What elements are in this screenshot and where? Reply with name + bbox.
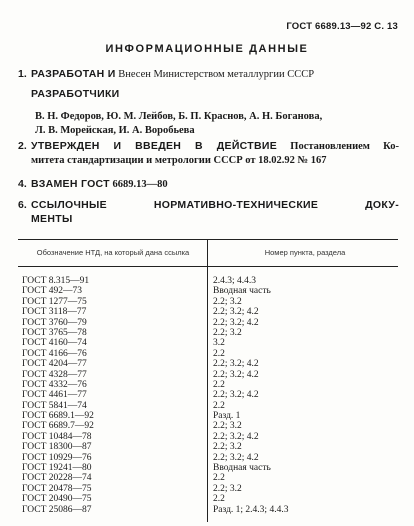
table-cell-clause: 2.2; 3.2; 4.2 <box>213 317 259 328</box>
authors-line: В. Н. Федоров, Ю. М. Лейбов, Б. П. Краснов, А. Н. Боганова, <box>35 111 323 122</box>
section-title: ИНФОРМАЦИОННЫЕ ДАННЫЕ <box>105 43 309 55</box>
item-text: митета стандартизации и метрологии СССР от 18.02.92 № 167 <box>31 155 327 166</box>
table-cell-document: ГОСТ 5841—74 <box>22 400 87 411</box>
table-cell-clause: 2.4.3; 4.4.3 <box>213 276 257 286</box>
table-cell-clause: Разд. 1; 2.4.3; 4.4.3 <box>213 504 289 515</box>
item-heading: УТВЕРЖДЕН И ВВЕДЕН В ДЕЙСТВИЕ <box>31 140 278 152</box>
table-cell-clause: 2.2; 3.2 <box>213 327 242 338</box>
table-cell-document: ГОСТ 8.315—91 <box>22 276 90 286</box>
table-cell-clause: 2.2; 3.2 <box>213 296 242 307</box>
table-cell-document: ГОСТ 19241—80 <box>22 463 92 474</box>
clause-column <box>213 276 397 515</box>
column-divider <box>207 240 208 522</box>
table-cell-document: ГОСТ 10929—76 <box>22 452 92 463</box>
header-divider <box>18 266 398 267</box>
document-column <box>22 276 206 515</box>
table-cell-clause: 2.2 <box>213 473 225 484</box>
table-cell-document: ГОСТ 10484—78 <box>22 431 92 442</box>
table-cell-clause: 2.2; 3.2; 4.2 <box>213 369 259 380</box>
table-cell-clause: 2.2; 3.2; 4.2 <box>213 307 259 318</box>
table-cell-document: ГОСТ 3118—77 <box>22 307 87 318</box>
table-cell-document: ГОСТ 18300—87 <box>22 442 92 453</box>
reference-table <box>18 239 398 522</box>
table-cell-document: ГОСТ 4332—76 <box>22 379 87 390</box>
item-text: 6689.13—80 <box>112 179 168 190</box>
table-cell-clause: 2.2; 3.2; 4.2 <box>213 390 259 401</box>
item-number: 1. <box>18 68 27 80</box>
item-text: Внесен Министерством металлургии СССР <box>118 69 315 80</box>
item-number: 2. <box>18 140 27 152</box>
table-cell-clause: 2.2; 3.2; 4.2 <box>213 431 259 442</box>
table-cell-document: ГОСТ 20490—75 <box>22 494 92 505</box>
table-cell-clause: 2.2; 3.2 <box>213 483 242 494</box>
table-cell-document: ГОСТ 20228—74 <box>22 473 92 484</box>
table-cell-clause: Вводная часть <box>213 286 271 297</box>
table-cell-document: ГОСТ 4461—77 <box>22 390 87 401</box>
table-cell-clause: 2.2; 3.2 <box>213 442 242 453</box>
table-cell-document: ГОСТ 4328—77 <box>22 369 87 380</box>
item-heading: ССЫЛОЧНЫЕ НОРМАТИВНО-ТЕХНИЧЕСКИЕ ДОКУ- <box>31 199 399 211</box>
column-header-clause: Номер пункта, раздела <box>264 248 346 257</box>
item-number: 4. <box>18 178 27 190</box>
table-cell-document: ГОСТ 1277—75 <box>22 296 87 307</box>
table-cell-document: ГОСТ 4204—77 <box>22 359 87 370</box>
table-cell-clause: 2.2 <box>213 400 225 411</box>
table-cell-document: ГОСТ 492—73 <box>22 286 82 297</box>
table-cell-clause: 2.2 <box>213 348 225 359</box>
table-cell-clause: 2.2; 3.2 <box>213 421 242 432</box>
table-cell-document: ГОСТ 3765—78 <box>22 327 87 338</box>
table-cell-clause: 2.2; 3.2; 4.2 <box>213 452 259 463</box>
table-cell-clause: 2.2; 3.2; 4.2 <box>213 359 259 370</box>
authors-line: Л. В. Морейская, И. А. Воробьева <box>35 125 195 136</box>
developers-heading: РАЗРАБОТЧИКИ <box>31 88 120 100</box>
table-cell-clause: Вводная часть <box>213 463 271 474</box>
item-text: Постановлением Ко- <box>290 141 400 152</box>
table-cell-document: ГОСТ 4160—74 <box>22 338 87 349</box>
item-heading: РАЗРАБОТАН И <box>31 68 116 80</box>
table-cell-clause: 2.2 <box>213 379 225 390</box>
table-cell-document: ГОСТ 3760—79 <box>22 317 87 328</box>
table-cell-clause: Разд. 1 <box>213 411 241 422</box>
item-heading: МЕНТЫ <box>31 213 73 225</box>
item-heading: ВЗАМЕН ГОСТ <box>31 178 110 190</box>
column-header-document: Обозначение НТД, на который дана ссылка <box>36 248 190 257</box>
running-head: ГОСТ 6689.13—92 С. 13 <box>286 21 398 32</box>
table-cell-document: ГОСТ 20478—75 <box>22 483 92 494</box>
table-cell-clause: 2.2 <box>213 494 225 505</box>
table-cell-clause: 3.2 <box>213 338 225 349</box>
table-cell-document: ГОСТ 25086—87 <box>22 504 92 515</box>
table-cell-document: ГОСТ 6689.1—92 <box>22 411 94 422</box>
item-number: 6. <box>18 199 27 211</box>
table-cell-document: ГОСТ 4166—76 <box>22 348 87 359</box>
table-cell-document: ГОСТ 6689.7—92 <box>22 421 94 432</box>
